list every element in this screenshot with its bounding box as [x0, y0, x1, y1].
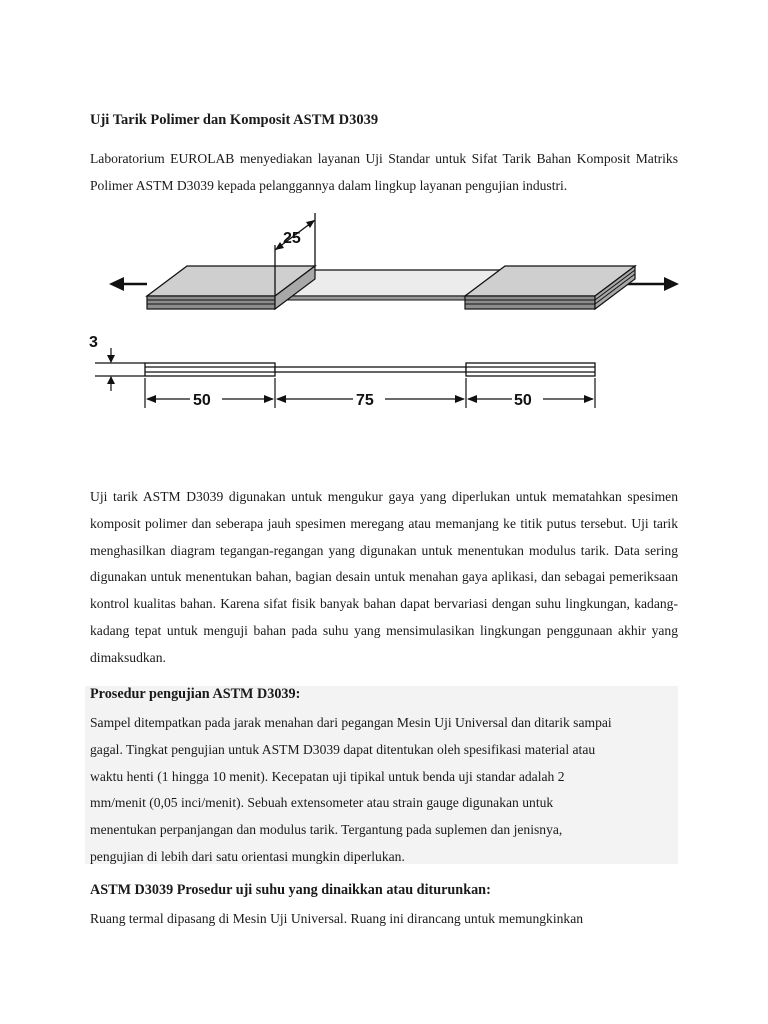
- description-paragraph: Uji tarik ASTM D3039 digunakan untuk mengukur gaya yang diperlukan untuk mematahkan spesimen komposit polimer dan seberapa jauh spesimen meregang atau memanjang ke titik putus tersebut. Uji tarik menghasilkan diagram tegangan-regangan yang digunakan untuk menentukan modulus tarik. Data sering digunakan untuk menentukan bahan, bagian desain untuk menahan gaya aplikasi, dan sebagai pemeriksaan kontrol kualitas bahan. Karena sifat fisik banyak bahan dapat bervariasi dengan suhu lingkungan, kadang-kadang tepat untuk menguji bahan pada suhu yang mensimulasikan lingkungan penggunaan akhir yang dimaksudkan.: [90, 489, 678, 665]
- left-arrow-head-icon: [109, 277, 124, 291]
- specimen-side-view: [89, 334, 595, 409]
- temperature-paragraph: Ruang termal dipasang di Mesin Uji Universal. Ruang ini dirancang untuk memungkinkan: [90, 911, 584, 926]
- procedure-heading: Prosedur pengujian ASTM D3039:: [90, 686, 301, 702]
- gauge-length-label: 75: [356, 392, 374, 409]
- left-tab: [147, 266, 315, 309]
- thickness-arrow-down-icon: [107, 355, 115, 363]
- left-tab-length-label: 50: [193, 392, 211, 409]
- left-tab-profile: [145, 363, 275, 376]
- procedure-paragraph: [90, 710, 678, 871]
- right-arrow-head-icon: [664, 277, 679, 291]
- right-tab-profile: [466, 363, 595, 376]
- document-title: Uji Tarik Polimer dan Komposit ASTM D3039: [90, 112, 379, 128]
- procedure-line: waktu henti (1 hingga 10 menit). Kecepatan uji tipikal untuk benda uji standar adalah 2: [90, 768, 565, 784]
- thickness-label: 3: [89, 334, 98, 351]
- intro-paragraph: Laboratorium EUROLAB menyediakan layanan Uji Standar untuk Sifat Tarik Bahan Komposit Matriks Polimer ASTM D3039 kepada pelanggannya dalam lingkup layanan pengujian industri.: [90, 151, 678, 193]
- specimen-diagram: [0, 0, 768, 480]
- right-tab-length-label: 50: [514, 392, 532, 409]
- procedure-line: mm/menit (0,05 inci/menit). Sebuah extensometer atau strain gauge digunakan untuk: [90, 795, 554, 811]
- procedure-line: pengujian di lebih dari satu orientasi mungkin diperlukan.: [90, 848, 405, 864]
- temperature-heading: ASTM D3039 Prosedur uji suhu yang dinaikkan atau diturunkan:: [90, 882, 491, 898]
- tab-width-label: 25: [283, 230, 301, 247]
- thickness-arrow-up-icon: [107, 376, 115, 384]
- specimen-3d-view: [109, 213, 679, 309]
- procedure-line: gagal. Tingkat pengujian untuk ASTM D3039 dapat ditentukan oleh spesifikasi material atau: [90, 741, 596, 757]
- procedure-line: Sampel ditempatkan pada jarak menahan dari pegangan Mesin Uji Universal dan ditarik sampai: [90, 715, 612, 730]
- procedure-line: menentukan perpanjangan dan modulus tarik. Tergantung pada suplemen dan jenisnya,: [90, 822, 563, 838]
- specimen-strip-edge: [275, 296, 465, 300]
- gauge-profile: [275, 367, 466, 372]
